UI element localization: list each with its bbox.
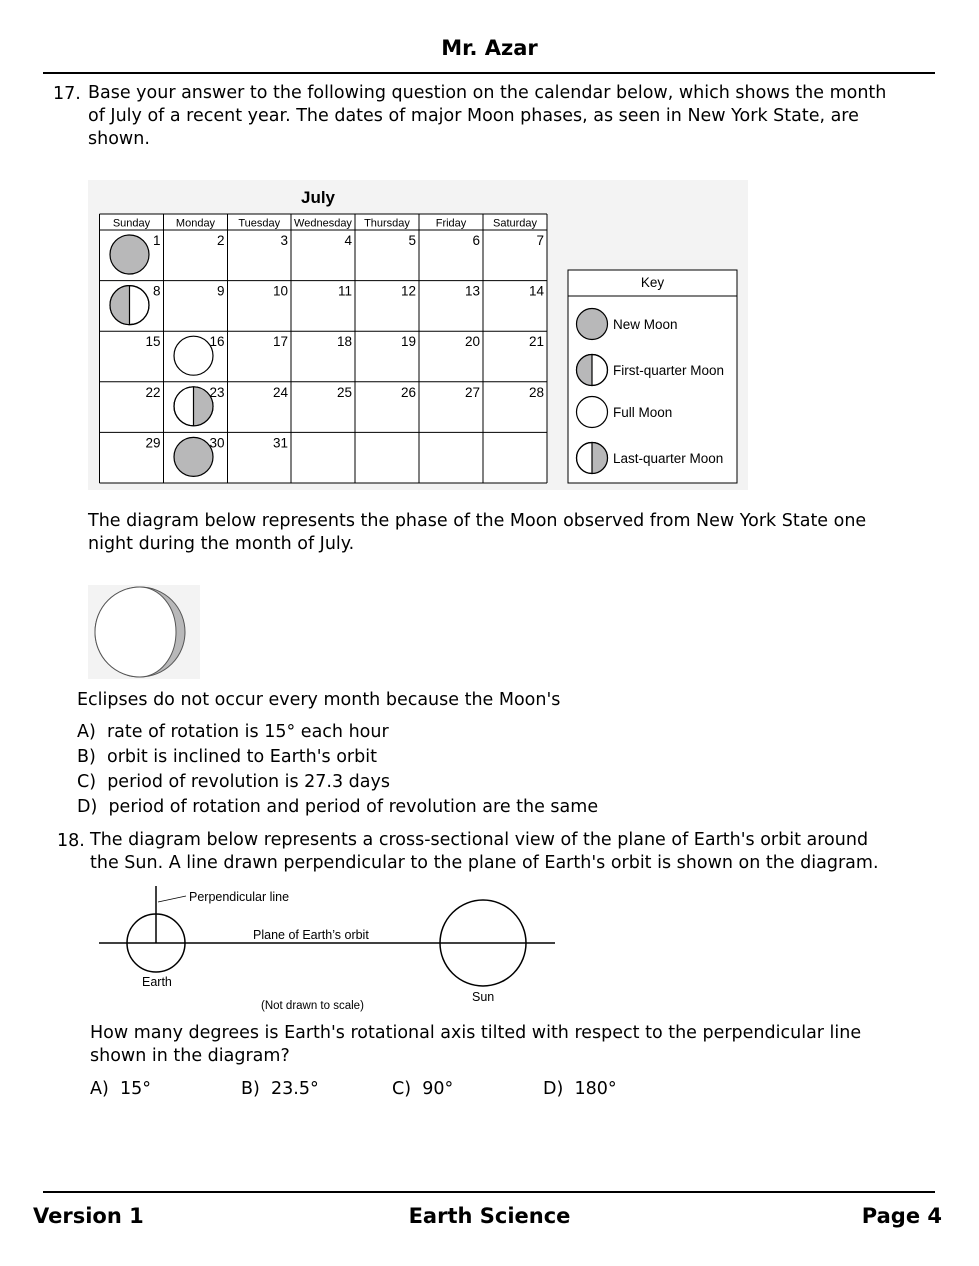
- q17-number: 17.: [53, 84, 81, 104]
- q18-intro-line: the Sun. A line drawn perpendicular to the plane of Earth's orbit is shown on the diagram.: [90, 853, 879, 873]
- calendar-date: 12: [400, 283, 416, 299]
- calendar-day-header: Sunday: [112, 217, 151, 230]
- calendar-date: 26: [400, 384, 416, 400]
- calendar-day-header: Friday: [435, 217, 467, 230]
- choice-letter: D): [543, 1079, 564, 1099]
- calendar-date: 1: [152, 233, 161, 248]
- moon-phase-new-icon: [110, 235, 149, 274]
- choice-letter: C): [392, 1079, 412, 1099]
- moon-phase-key: [568, 270, 737, 483]
- calendar-date: 18: [336, 334, 352, 350]
- choice-text: orbit is inclined to Earth's orbit: [106, 747, 377, 767]
- q18-choice-b[interactable]: [241, 1077, 319, 1102]
- calendar-date: 24: [272, 384, 288, 400]
- q17-question: Eclipses do not occur every month because the Moon's: [77, 690, 561, 710]
- july-calendar-figure: [88, 180, 748, 490]
- calendar-title: July: [300, 188, 336, 207]
- q17-intro-line: of July of a recent year. The dates of major Moon phases, as seen in New York State, are: [88, 106, 859, 126]
- choice-letter: B): [241, 1079, 260, 1099]
- moon-phase-first-quarter-icon: [110, 286, 149, 325]
- moon-phase-last-quarter-icon: [174, 387, 213, 426]
- q17-choices: [77, 720, 598, 820]
- scale-note: (Not drawn to scale): [261, 1000, 364, 1012]
- q18-intro-line: The diagram below represents a cross-sectional view of the plane of Earth's orbit around: [90, 830, 869, 850]
- q17-intro-line: shown.: [88, 129, 150, 149]
- q18-question-line: How many degrees is Earth's rotational axis tilted with respect to the perpendicular line: [90, 1023, 862, 1043]
- calendar-date: 30: [209, 435, 225, 451]
- calendar-date: 14: [528, 283, 544, 299]
- q18-choice-a[interactable]: [90, 1077, 151, 1102]
- calendar-date: 19: [400, 334, 416, 350]
- calendar-date: 5: [408, 233, 416, 248]
- calendar-date: 23: [209, 384, 225, 400]
- calendar-date: 10: [272, 283, 288, 299]
- choice-text: period of rotation and period of revolution are the same: [108, 797, 599, 817]
- choice-letter: A): [90, 1079, 109, 1099]
- key-new-icon: [577, 309, 608, 340]
- calendar-date: 25: [336, 384, 352, 400]
- q17-diagram-text-line: night during the month of July.: [88, 534, 355, 554]
- q17-intro: [88, 82, 886, 151]
- key-title: Key: [640, 275, 665, 290]
- choice-text: 23.5°: [270, 1079, 319, 1099]
- calendar-day-header: Thursday: [364, 217, 410, 230]
- orbit-plane-label: Plane of Earth’s orbit: [253, 928, 369, 942]
- calendar-date: 4: [344, 233, 352, 248]
- footer-subject: Earth Science: [408, 1204, 571, 1228]
- key-first-quarter-icon: [577, 355, 608, 386]
- calendar-date: 28: [528, 384, 544, 400]
- perpendicular-leader-line: [158, 896, 186, 902]
- earth-label: Earth: [142, 975, 172, 989]
- calendar-date: 15: [145, 334, 161, 350]
- calendar-date: 7: [536, 233, 544, 248]
- choice-letter: B): [77, 747, 96, 767]
- calendar-day-header: Saturday: [492, 217, 538, 230]
- calendar-day-header: Tuesday: [238, 217, 281, 230]
- calendar-date: 27: [464, 384, 480, 400]
- moon-phase-full-icon: [174, 336, 213, 375]
- calendar-grid: [100, 214, 548, 483]
- q17-choice-a[interactable]: [77, 720, 598, 745]
- choice-text: period of revolution is 27.3 days: [107, 772, 390, 792]
- key-last-quarter-icon: [577, 443, 608, 474]
- q18-intro: [90, 829, 879, 875]
- q17-diagram-text: [88, 510, 866, 556]
- q18-choice-c[interactable]: [392, 1077, 453, 1102]
- calendar-date: 9: [216, 283, 225, 299]
- calendar-date: 20: [464, 334, 480, 350]
- q17-choice-c[interactable]: [77, 770, 598, 795]
- calendar-date: 6: [472, 233, 480, 248]
- choice-letter: D): [77, 797, 98, 817]
- q18-number: 18.: [57, 831, 85, 851]
- calendar-day-header: Wednesday: [294, 217, 352, 230]
- calendar-date: 29: [145, 435, 161, 451]
- footer-version: Version 1: [33, 1204, 144, 1228]
- key-label: New Moon: [613, 317, 678, 332]
- calendar-date: 21: [528, 334, 544, 350]
- q17-choice-d[interactable]: [77, 795, 598, 820]
- key-label: Full Moon: [613, 405, 673, 420]
- choice-text: 90°: [422, 1079, 454, 1099]
- q17-choice-b[interactable]: [77, 745, 598, 770]
- calendar-date: 11: [337, 283, 352, 299]
- observed-moon-diagram: [88, 585, 200, 679]
- calendar-date: 17: [272, 334, 288, 350]
- footer-rule: [43, 1191, 935, 1193]
- earth-orbit-diagram: [90, 882, 570, 1014]
- choice-text: 15°: [119, 1079, 151, 1099]
- sun-label: Sun: [472, 990, 495, 1004]
- moon-phase-new-icon: [174, 437, 213, 476]
- choice-letter: C): [77, 772, 97, 792]
- calendar-date: 31: [272, 435, 288, 451]
- key-label: Last-quarter Moon: [613, 451, 724, 466]
- q18-question-line: shown in the diagram?: [90, 1046, 290, 1066]
- key-full-icon: [577, 397, 608, 428]
- calendar-day-header: Monday: [175, 217, 216, 230]
- q18-choice-d[interactable]: [543, 1077, 617, 1102]
- choice-text: rate of rotation is 15° each hour: [106, 722, 389, 742]
- calendar-date: 13: [464, 283, 480, 299]
- header-rule: [43, 72, 935, 74]
- calendar-date: 2: [216, 233, 225, 248]
- perpendicular-label: Perpendicular line: [189, 890, 290, 904]
- key-label: First-quarter Moon: [613, 363, 725, 378]
- calendar-date: 3: [280, 233, 288, 248]
- q17-diagram-text-line: The diagram below represents the phase of the Moon observed from New York State one: [88, 511, 867, 531]
- calendar-date: 8: [152, 283, 161, 299]
- calendar-date: 22: [145, 384, 161, 400]
- choice-text: 180°: [574, 1079, 617, 1099]
- choice-letter: A): [77, 722, 96, 742]
- calendar-date: 16: [209, 334, 225, 350]
- q17-intro-line: Base your answer to the following question on the calendar below, which shows the month: [88, 83, 887, 103]
- footer-page-number: Page 4: [861, 1204, 942, 1228]
- page-header-title: Mr. Azar: [441, 36, 538, 60]
- q18-question: [90, 1022, 861, 1068]
